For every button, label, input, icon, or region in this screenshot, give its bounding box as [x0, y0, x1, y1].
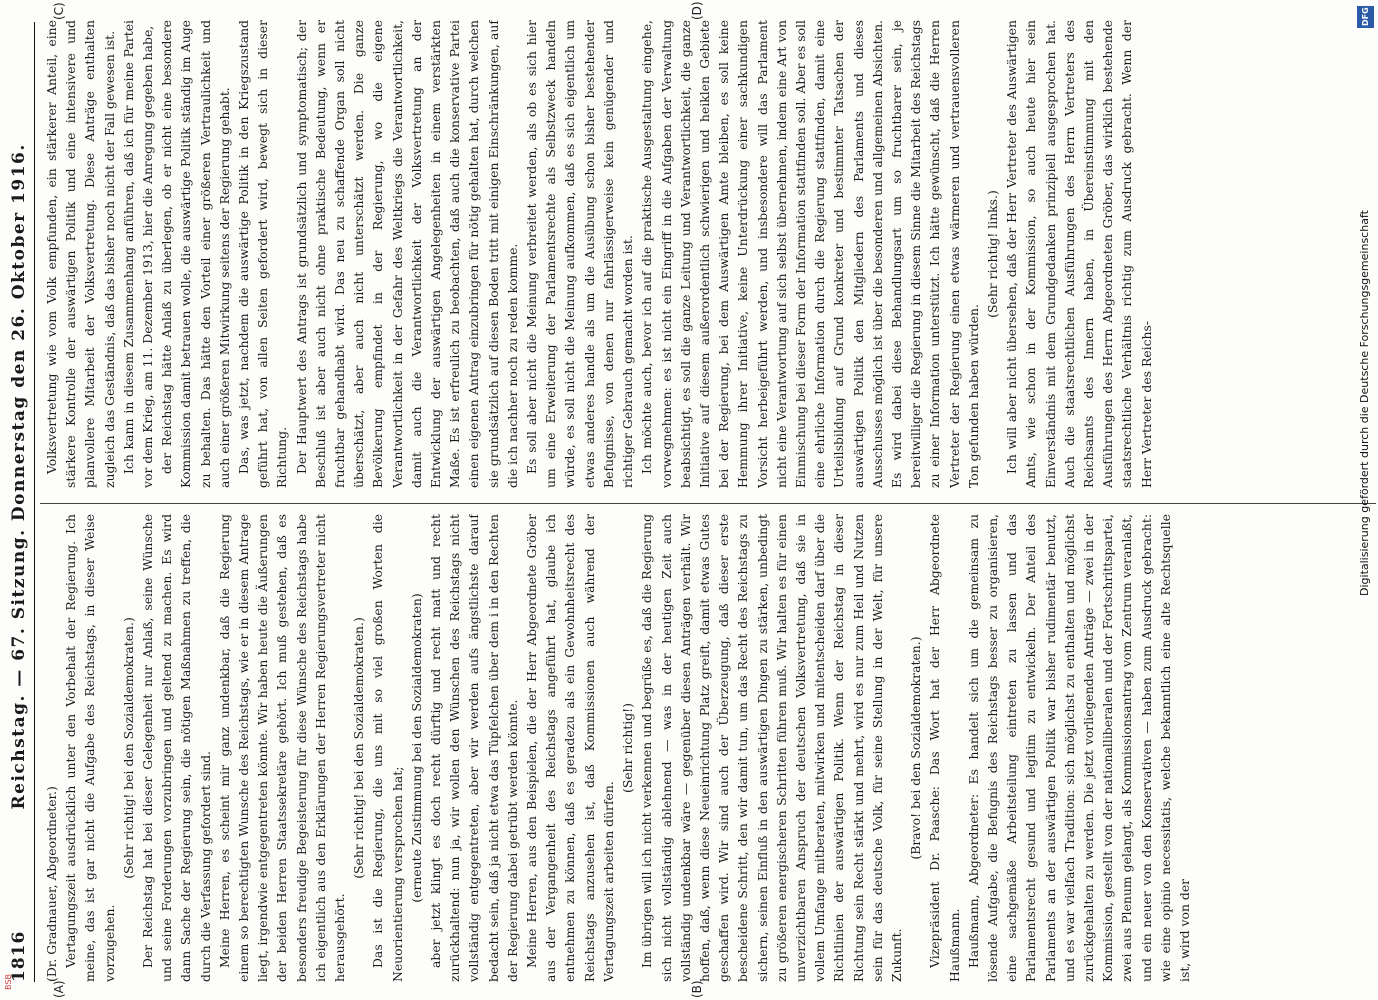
paragraph: Es soll aber nicht die Meinung verbreitet werden, als ob es sich hier um eine Erweiterung der Parlamentsrechte als Selbstzweck handeln würde, es soll nicht die Meinung aufkommen, daß es sich eigentlich um etwas anderes handle als um die Ausübung schon bisher bestehender Befugnisse, von denen nur fahrlässigerweise kein genügender und richtiger Gebrauch gemacht worden ist.	[524, 20, 636, 488]
paragraph: Ich will aber nicht übersehen, daß der Herr Vertreter des Auswärtigen Amts, wie schon in der Kommission, so auch heute hier sein Einverständnis mit dem Grundgedanken prinzipiell ausgesprochen hat. Auch die staatsrechtlichen Ausführungen des Herrn Vertreters des Reichsamts des Innern haben, in Übereinstimmung mit den Ausführungen des Herrn Abgeordneten Gröber, das wirklich bestehende staatsrechtliche Verhältnis richtig zum Ausdruck gebracht. Wenn der Herr Vertreter des Reichs-	[1004, 20, 1154, 488]
page-header	[4, 22, 35, 982]
paragraph: Der Reichstag hat bei dieser Gelegenheit nur Anlaß, seine Wünsche und seine Forderungen vorzubringen und geltend zu machen. Es wird dann Sache der Regierung sein, die nötigen Maßnahmen zu treffen, die durch die Verfassung gefordert sind.	[140, 514, 213, 982]
margin-mark-d: (D)	[690, 1, 704, 20]
paragraph: Vertagungszeit ausdrücklich unter den Vorbehalt der Regierung. Ich meine, das ist gar nicht die Aufgabe des Reichstags, in dieser Weise vorzugehen.	[63, 514, 117, 982]
digitization-credit: Digitalisierung gefördert durch die Deutsche Forschungsgemeinschaft	[1358, 210, 1371, 596]
paragraph: Meine Herren, aus den Beispielen, die der Herr Abgeordnete Gröber aus der Vergangenheit des Reichstags angeführt hat, glaube ich entnehmen zu können, daß es geradezu als ein Gewohnheitsrecht des Reichstags anzusehen ist, daß Kommissionen auch während der Vertagungszeit arbeiten dürfen.	[524, 514, 616, 982]
paragraph: der Reichstag hätte Anlaß zu überlegen, ob er nicht eine besondere Kommission damit betrauen wolle, die auswärtige Politik ständig im Auge zu behalten. Das hätte den Vorteil einer größeren Vertraulichkeit und auch einer größeren Mitwirkung seitens der Regierung gehabt.	[159, 20, 232, 488]
paragraph: aber jetzt klingt es doch recht dürftig und recht matt und recht zurückhaltend: nun ja, wir wollen den Wünschen des Reichstags nicht vollständig entgegentreten, aber wir werden aufs ängstlichste darauf bedacht sein, daß ja nicht etwa das Tüpfelchen über dem i in den Rechten der Regierung dabei getrübt werden könnte.	[428, 514, 520, 982]
paragraph: Ich möchte auch, bevor ich auf die praktische Ausgestaltung eingehe, vorwegnehmen: es ist nicht ein Eingriff in die Aufgaben der Verwaltung beabsichtigt, es soll die ganze Leitung und Verantwortlichkeit, die ganze Initiative auf diesem außerordentlich schwierigen und heiklen Gebiete bei der Regierung, bei dem Auswärtigen Amte bleiben, es soll keine Hemmung ihrer Initiative, keine Unterdrückung einer sachkundigen Vorsicht herbeigeführt werden, und insbesondere will das Parlament nicht eine Verantwortung auf sich selbst übernehmen, indem eine Art von Einmischung bei dieser Form der Information stattfinden soll. Aber es soll eine ehrliche Information durch die Regierung stattfinden, damit eine Urteilsbildung auf Grund konkreter und bestimmter Tatsachen der auswärtigen Politik den Mitgliedern des Parlaments und dieses Ausschusses möglich ist über die besonderen und allgemeinen Absichten. Es wird dabei diese Behandlungsart um so fruchtbarer sein, je bereitwilliger die Regierung in diesem Sinne die Mitarbeit des Reichstags zu einer Information unterstützt. Ich hätte gewünscht, daß die Herren Vertreter der Regierung einen etwas wärmeren und vertrauensvolleren Ton gefunden haben würden.	[639, 20, 981, 488]
page-number: 1816	[9, 930, 29, 982]
right-column	[42, 20, 1372, 488]
paragraph: Das, was jetzt, nachdem die auswärtige Politik in den Kriegszustand geführt hat, von allen Seiten gefordert wird, bewegt sich in dieser Richtung.	[236, 20, 290, 488]
paragraph: Volksvertretung wie vom Volk empfunden, ein stärkerer Anteil, eine stärkere Kontrolle der auswärtigen Politik und eine intensivere und planvollere Mitarbeit der Volksvertretung. Diese Anträge enthalten zugleich das Geständnis, daß das bisher noch nicht der Fall gewesen ist.	[44, 20, 117, 488]
interjection: (erneute Zustimmung bei den Sozialdemokraten)	[408, 593, 424, 903]
paragraph: Ich kann in diesem Zusammenhang anführen, daß ich für meine Partei vor dem Krieg, am 11. Dezember 1913, hier die Anregung gegeben habe,	[120, 20, 156, 488]
interjection: (Sehr richtig! bei den Sozialdemokraten.)	[120, 617, 136, 879]
paragraph: Im übrigen will ich nicht verkennen und begrüße es, daß die Regierung sich nicht vollständig ablehnend — was in der heutigen Zeit auch vollständig undenkbar wäre — gegenüber diesen Anträgen verhält. Wir hoffen, daß, wenn diese Neueinrichtung Platz greift, damit etwas Gutes geschaffen wird. Wir sind auch der Überzeugung, daß dieser erste bescheidene Schritt, den wir damit tun, um das Recht des Reichstags zu sichern, seinen Einfluß in den auswärtigen Dingen zu stärken, unbedingt zu größeren energischeren Schritten führen muß. Wir halten es für einen unverzichtbaren Anspruch der deutschen Volksvertretung, daß sie in vollem Umfange mitberaten, mitwirken und mitentscheiden darf über die Richtlinien der auswärtigen Politik. Wenn der Reichstag in dieser Richtung sein Recht stärkt und mehrt, wird es nur zum Heil und Nutzen sein für das deutsche Volk, für seine Stellung in der Welt, für unsere Zukunft.	[639, 514, 904, 982]
page-title: Reichstag. — 67. Sitzung. Donnerstag den 26. Oktober 1916.	[9, 143, 29, 810]
paragraph: Der Hauptwert des Antrags ist grundsätzlich und symptomatisch; der Beschluß ist aber auch nicht ohne praktische Bedeutung, wenn er fruchtbar gehandhabt wird. Das neu zu schaffende Organ soll nicht überschätzt, aber auch nicht unterschätzt werden. Die ganze Bevölkerung empfindet in der Regierung, wo die eigene Verantwortlichkeit in der Gefahr des Weltkriegs die Verantwortlichkeit, damit auch die Verantwortlichkeit der Volksvertretung an der Entwicklung der auswärtigen Angelegenheiten in einem verstärkten Maße. Es ist erfreulich zu beobachten, daß auch die konservative Partei einen eigenen Antrag einzubringen für nötig gehalten hat, durch welchen sie grundsätzlich auf diesen Boden tritt mit einigen Einschränkungen, auf die ich nachher noch zu reden komme.	[293, 20, 520, 488]
interjection: (Bravo! bei den Sozialdemokraten.)	[908, 636, 924, 860]
left-column	[42, 514, 1372, 982]
dfg-logo: DFG	[1357, 6, 1374, 28]
paragraph: Das ist die Regierung, die uns mit so viel großen Worten die Neuorientierung versprochen hat;	[370, 514, 405, 982]
interjection: (Sehr richtig! bei den Sozialdemokraten.)	[351, 617, 367, 879]
paragraph: Haußmann, Abgeordneter: Es handelt sich um die gemeinsam zu lösende Aufgabe, die Befugnis des Reichstags besser zu organisieren, eine sachgemäße Arbeitsteilung eintreten zu lassen und das Parlamentsrecht gesund und legitim zu entwickeln. Der Anteil des Parlaments an der auswärtigen Politik war bisher rudimentär benutzt, und es war vielfach Tradition: sich möglichst zu enthalten und möglichst zurückgehalten zu werden. Die jetzt vorliegenden Anträge — zwei in der Kommission, gestellt von der nationalliberalen und der Fortschrittspartei, zwei aus Plenum gelangt, als Kommissionsantrag vom Zentrum veranlaßt, und ein neuer von den Konservativen — haben zum Ausdruck gebracht: wie eine opinio necessitatis, welche bekanntlich eine alte Rechtsquelle ist, wird von der	[965, 514, 1192, 982]
paragraph: Meine Herren, es scheint mir ganz undenkbar, daß die Regierung einem so berechtigten Wunsche des Reichstags, wie er in diesem Antrage liegt, irgendwie entgegentreten könnte. Wir haben heute die Äußerungen der beiden Herren Staatssekretäre gehört. Ich muß gestehen, daß es besonders freudige Begeisterung für diese Wünsche des Reichstags habe ich eigentlich aus den Erklärungen der Herren Regierungsvertreter nicht herausgehört.	[216, 514, 348, 982]
column-divider	[40, 503, 1376, 504]
paragraph: (Dr. Gradnauer, Abgeordneter.)	[44, 786, 59, 982]
interjection: (Sehr richtig!)	[620, 703, 636, 793]
library-mark: BSB	[4, 974, 13, 990]
margin-mark-c: (C)	[52, 2, 66, 20]
margin-mark-b: (B)	[690, 980, 704, 998]
paragraph: Vizepräsident Dr. Paasche: Das Wort hat der Herr Abgeordnete Haußmann.	[927, 514, 962, 982]
margin-mark-a: (A)	[52, 980, 66, 998]
interjection: (Sehr richtig! links.)	[984, 190, 1000, 318]
